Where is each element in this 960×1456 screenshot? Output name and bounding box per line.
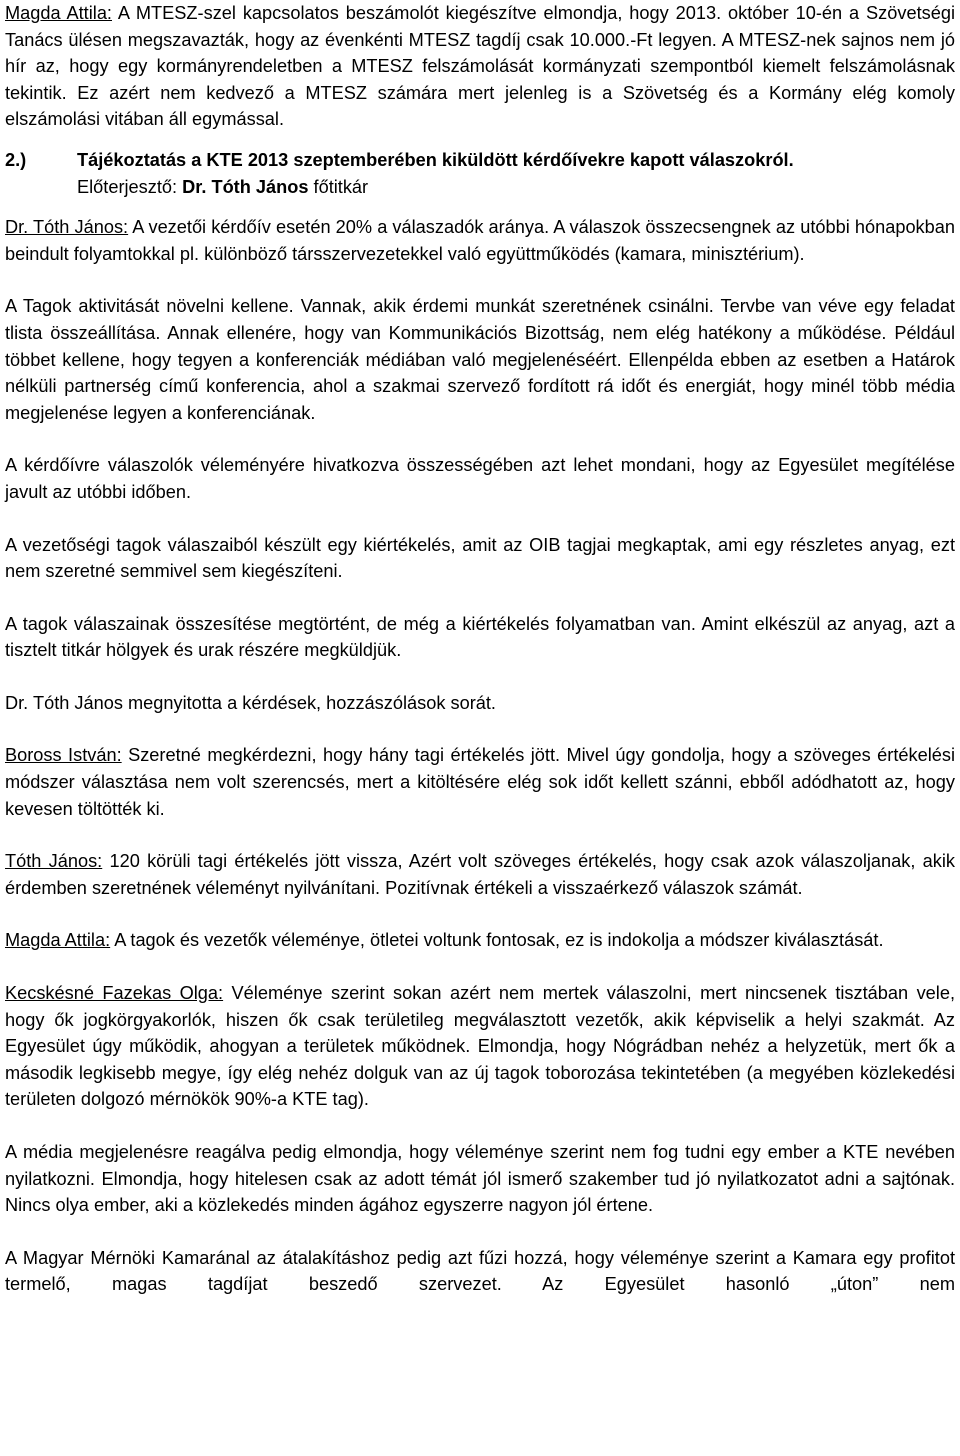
document-page bbox=[5, 0, 955, 1298]
paragraph-toth-reply bbox=[5, 848, 955, 901]
paragraph-kecskesne-comment bbox=[5, 980, 955, 1113]
section-heading bbox=[5, 147, 955, 174]
presenter-name: Dr. Tóth János bbox=[182, 176, 309, 197]
paragraph-mtesz-report bbox=[5, 0, 955, 133]
speaker-name: Kecskésné Fazekas Olga: bbox=[5, 983, 224, 1004]
paragraph-magda-comment bbox=[5, 927, 955, 954]
section-presenter bbox=[5, 174, 955, 201]
section-title: Tájékoztatás a KTE 2013 szeptemberében kiküldött kérdőívekre kapott válaszokról. bbox=[77, 149, 794, 170]
section-number: 2.) bbox=[5, 149, 27, 170]
paragraph-text: A tagok és vezetők véleménye, ötletei voltunk fontosak, ez is indokolja a módszer kiválasztását. bbox=[110, 930, 884, 951]
speaker-name: Boross István: bbox=[5, 745, 122, 766]
paragraph-questions-opened: Dr. Tóth János megnyitotta a kérdések, hozzászólások sorát. bbox=[5, 692, 496, 713]
paragraph-text: Véleménye szerint sokan azért nem mertek válaszolni, mert nincsenek tisztában vele, hogy ők jogkörgyakorlók, hiszen ők csak területileg megválasztott vezetők, akik képviselik a helyi szakmát. Az Egyesület úgy működik, ahogyan a területek működnek. Elmondja, hogy Nógrádban nehéz a helyzetük, mert ők a második legkisebb megye, így elég nehéz dolguk van az új tagok toborozása tekintetében (a megyében közlekedési területen dolgozó mérnökök 90%-a KTE tag). bbox=[5, 983, 955, 1110]
presenter-label: Előterjesztő: bbox=[77, 176, 183, 197]
paragraph-member-activity: A Tagok aktivitását növelni kellene. Vannak, akik érdemi munkát szeretnének csinálni. Tervbe van véve egy feladat tlista összeállítása. Annak ellenére, hogy van Kommunikációs Bizottság, nem elég hatékony a működése. Például többet kellene, hogy tegyen a konferenciák médiában való megjelenéséért. Ellenpélda ebben az esetben a Határok nélküli partnerség című konferencia, ahol a szakmai szervező fordított rá időt és energiát, hogy minél több média megjelenése legyen a konferenciának. bbox=[5, 296, 955, 423]
paragraph-text: A vezetői kérdőív esetén 20% a válaszadók aránya. A válaszok összecsengnek az utóbbi hónapokban beindult folyamtokkal pl. különböző társszervezetekkel való együttműködés (kamara, minisztérium). bbox=[5, 217, 955, 264]
speaker-name: Dr. Tóth János: bbox=[5, 217, 129, 238]
paragraph-text: Szeretné megkérdezni, hogy hány tagi értékelés jött. Mivel úgy gondolja, hogy a szöveges értékelési módszer választása nem volt szerencsés, mert a kitöltésére elég sok időt kellett szánni, ebből adódhatott az, hogy kevesen töltötték ki. bbox=[5, 745, 955, 819]
speaker-name: Magda Attila: bbox=[5, 3, 112, 23]
paragraph-leadership-evaluation: A vezetőségi tagok válaszaiból készült egy kiértékelés, amit az OIB tagjai megkaptak, ami egy részletes anyag, ezt nem szeretné semmivel sem kiegészíteni. bbox=[5, 534, 955, 582]
paragraph-media-statement: A média megjelenésre reagálva pedig elmondja, hogy véleménye szerint nem fog tudni egy ember a KTE nevében nyilatkozni. Elmondja, hogy hitelesen csak az adott témát jól ismerő szakember tud jó nyilatkozatot adni a sajtónak. Nincs olya ember, aki a közlekedés minden ágához egyszerre nagyon jól értene. bbox=[5, 1142, 955, 1216]
paragraph-member-summary: A tagok válaszainak összesítése megtörtént, de még a kiértékelés folyamatban van. Amint elkészül az anyag, azt a tisztelt titkár hölgyek és urak részére megküldjük. bbox=[5, 613, 955, 661]
speaker-name: Magda Attila: bbox=[5, 930, 111, 951]
presenter-role: főtitkár bbox=[308, 176, 369, 197]
paragraph-text: A MTESZ-szel kapcsolatos beszámolót kiegészítve elmondja, hogy 2013. október 10-én a Szövetségi Tanács ülésen megszavazták, hogy az évenkénti MTESZ tagdíj csak 10.000.-Ft legyen. A MTESZ-nek sajnos nem jó hír az, hogy egy kormányrendeletben a MTESZ felszámolását kormányzati szempontból kiemelt felszámolásnak tekintik. Ez azért nem kedvező a MTESZ számára mert jelenleg is a Szövetség és a Kormány elég komoly elszámolási vitában áll egymással. bbox=[5, 3, 955, 130]
paragraph-boross-comment bbox=[5, 742, 955, 822]
paragraph-chamber: A Magyar Mérnöki Kamaránal az átalakításhoz pedig azt fűzi hozzá, hogy véleménye szerint a Kamara egy profitot termelő, magas tagdíjat beszedő szervezet. Az Egyesület hasonló „úton” nem bbox=[5, 1247, 955, 1295]
paragraph-reputation: A kérdőívre válaszolók véleményére hivatkozva összességében azt lehet mondani, hogy az Egyesület megítélése javult az utóbbi időben. bbox=[5, 455, 955, 502]
paragraph-questionnaire-ratio bbox=[5, 214, 955, 267]
paragraph-text: 120 körüli tagi értékelés jött vissza, Azért volt szöveges értékelés, hogy csak azok válaszoljanak, akik érdemben szeretnének véleményt nyilvánítani. Pozitívnak értékeli a visszaérkező válaszok számát. bbox=[5, 851, 955, 898]
speaker-name: Tóth János: bbox=[5, 851, 103, 872]
